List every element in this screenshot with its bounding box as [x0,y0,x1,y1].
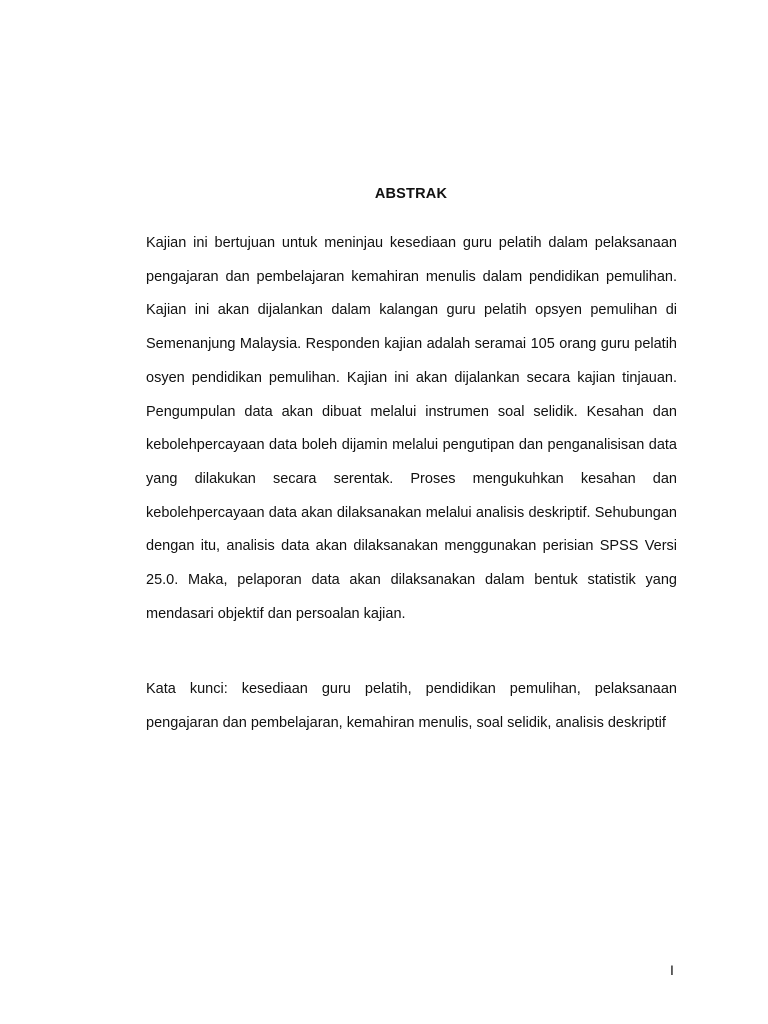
keywords-paragraph: Kata kunci: kesediaan guru pelatih, pendidikan pemulihan, pelaksanaan pengajaran dan pembelajaran, kemahiran menulis, soal selidik, analisis deskriptif [146,681,677,731]
abstract-heading: ABSTRAK [374,186,448,202]
abstract-paragraph: Kajian ini bertujuan untuk meninjau kesediaan guru pelatih dalam pelaksanaan pengajaran dan pembelajaran kemahiran menulis dalam pendidikan pemulihan. Kajian ini akan dijalankan dalam kalangan guru pelatih opsyen pemulihan di Semenanjung Malaysia. Responden kajian adalah seramai 105 orang guru pelatih osyen pendidikan pemulihan. Kajian ini akan dijalankan secara kajian tinjauan. Pengumpulan data akan dibuat melalui instrumen soal selidik. Kesahan dan kebolehpercayaan data boleh dijamin melalui pengutipan dan penganalisisan data yang dilakukan secara serentak. Proses mengukuhkan kesahan dan kebolehpercayaan data akan dilaksanakan melalui analisis deskriptif. Sehubungan dengan itu, analisis data akan dilaksanakan menggunakan perisian SPSS Versi 25.0. Maka, pelaporan data akan dilaksanakan dalam bentuk statistik yang mendasari objektif dan persoalan kajian. [146,235,677,622]
page-number: I [670,962,674,978]
